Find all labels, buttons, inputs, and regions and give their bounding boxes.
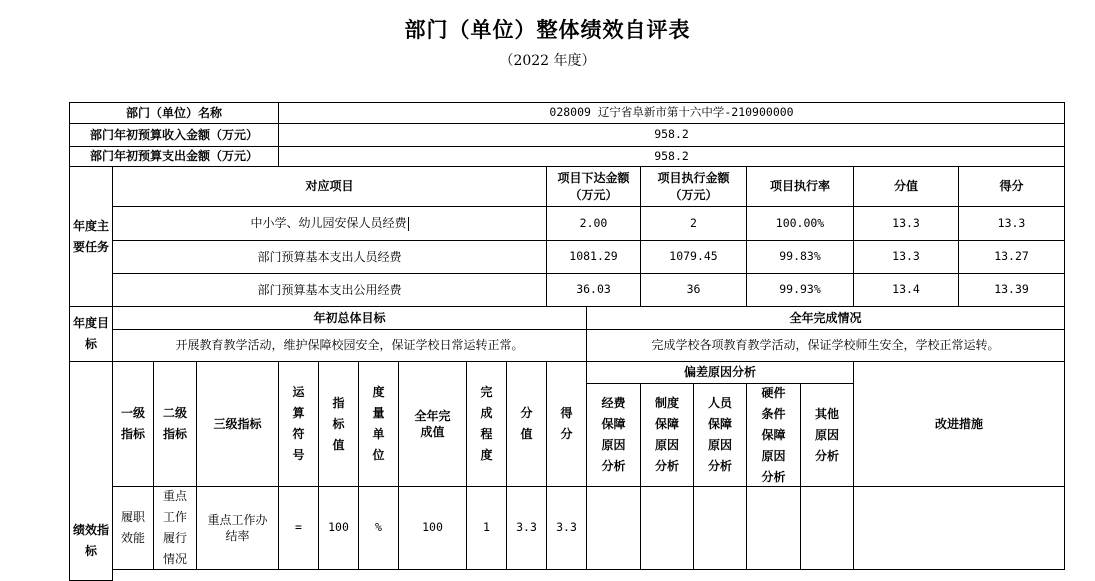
task-score-value-cell[interactable]: 13.3: [853, 240, 959, 274]
col-header-dev-personnel: 人员保障原因分析: [693, 383, 747, 487]
task-score-value-cell[interactable]: 13.3: [853, 206, 959, 241]
task-executed-cell[interactable]: 36: [640, 273, 747, 307]
ind-level3-cell[interactable]: 重点工作办结率: [196, 486, 279, 570]
col-header-level3: 三级指标: [196, 361, 279, 487]
col-header-allocated: 项目下达金额（万元）: [546, 166, 641, 207]
ind-completion-cell[interactable]: 1: [466, 486, 507, 570]
col-header-ind-score-value: 分值: [506, 361, 547, 487]
initial-goal-text[interactable]: 开展教育教学活动，维护保障校园安全，保证学校日常运转正常。: [112, 329, 587, 362]
ind-dev-other-cell[interactable]: [800, 486, 854, 570]
col-header-score-value: 分值: [853, 166, 959, 207]
task-allocated-cell[interactable]: 36.03: [546, 273, 641, 307]
goals-section-label: 年度目标: [69, 306, 113, 362]
col-header-target: 指标值: [318, 361, 359, 487]
page-title: 部门（单位）整体绩效自评表: [404, 17, 691, 42]
task-executed-cell[interactable]: 1079.45: [640, 240, 747, 274]
ind-dev-funding-cell[interactable]: [586, 486, 641, 570]
col-header-project: 对应项目: [112, 166, 547, 207]
ind-score-value-cell[interactable]: 3.3: [506, 486, 547, 570]
task-rate-cell[interactable]: 100.00%: [746, 206, 854, 241]
page-subtitle-year: （2022 年度）: [499, 53, 596, 69]
text-cursor: [408, 217, 409, 231]
budget-expense-label: 部门年初预算支出金额（万元）: [69, 146, 279, 167]
col-header-unit: 度量单位: [358, 361, 399, 487]
col-header-actual: 全年完成值: [398, 361, 467, 487]
task-project-cell[interactable]: 部门预算基本支出人员经费: [112, 240, 547, 274]
col-header-level1: 一级指标: [112, 361, 154, 487]
task-project-cell[interactable]: 部门预算基本支出公用经费: [112, 273, 547, 307]
budget-income-label: 部门年初预算收入金额（万元）: [69, 123, 279, 147]
completion-header: 全年完成情况: [586, 306, 1065, 330]
task-allocated-cell[interactable]: 2.00: [546, 206, 641, 241]
ind-level2-cell[interactable]: 重点工作履行情况: [153, 486, 197, 570]
task-project-cell[interactable]: [112, 206, 547, 241]
budget-expense-value[interactable]: 958.2: [278, 146, 1065, 167]
budget-income-value[interactable]: 958.2: [278, 123, 1065, 147]
ind-operator-cell[interactable]: =: [278, 486, 319, 570]
col-header-dev-hardware: 硬件条件保障原因分析: [746, 383, 801, 487]
task-executed-cell[interactable]: 2: [640, 206, 747, 241]
col-header-executed: 项目执行金额（万元）: [640, 166, 747, 207]
initial-goal-header: 年初总体目标: [112, 306, 587, 330]
task-rate-cell[interactable]: 99.83%: [746, 240, 854, 274]
task-rate-cell[interactable]: 99.93%: [746, 273, 854, 307]
col-header-improvement: 改进措施: [853, 361, 1065, 487]
deviation-header: 偏差原因分析: [586, 361, 854, 384]
task-project-text: 中小学、幼儿园安保人员经费: [250, 216, 407, 231]
col-header-rate: 项目执行率: [746, 166, 854, 207]
col-header-operator: 运算符号: [278, 361, 319, 487]
col-header-dev-system: 制度保障原因分析: [640, 383, 694, 487]
task-allocated-cell[interactable]: 1081.29: [546, 240, 641, 274]
col-header-completion: 完成程度: [466, 361, 507, 487]
col-header-dev-funding: 经费保障原因分析: [586, 383, 641, 487]
ind-dev-system-cell[interactable]: [640, 486, 694, 570]
ind-unit-cell[interactable]: %: [358, 486, 399, 570]
task-score-cell[interactable]: 13.3: [958, 206, 1065, 241]
ind-actual-cell[interactable]: 100: [398, 486, 467, 570]
tasks-section-label: 年度主要任务: [69, 166, 113, 307]
task-score-cell[interactable]: 13.39: [958, 273, 1065, 307]
col-header-ind-score: 得分: [546, 361, 587, 487]
dept-name-label: 部门（单位）名称: [69, 102, 279, 124]
completion-text[interactable]: 完成学校各项教育教学活动，保证学校师生安全，学校正常运转。: [586, 329, 1065, 362]
ind-improvement-cell[interactable]: [853, 486, 1065, 570]
ind-level1-cell[interactable]: 履职效能: [112, 486, 154, 570]
col-header-score: 得分: [958, 166, 1065, 207]
task-score-cell[interactable]: 13.27: [958, 240, 1065, 274]
dept-name-value[interactable]: 028009 辽宁省阜新市第十六中学-210900000: [278, 102, 1065, 124]
task-score-value-cell[interactable]: 13.4: [853, 273, 959, 307]
ind-dev-personnel-cell[interactable]: [693, 486, 747, 570]
ind-target-cell[interactable]: 100: [318, 486, 359, 570]
col-header-dev-other: 其他原因分析: [800, 383, 854, 487]
ind-score-cell[interactable]: 3.3: [546, 486, 587, 570]
ind-dev-hardware-cell[interactable]: [746, 486, 801, 570]
indicators-section-label: 绩效指标: [69, 361, 113, 581]
col-header-level2: 二级指标: [153, 361, 197, 487]
